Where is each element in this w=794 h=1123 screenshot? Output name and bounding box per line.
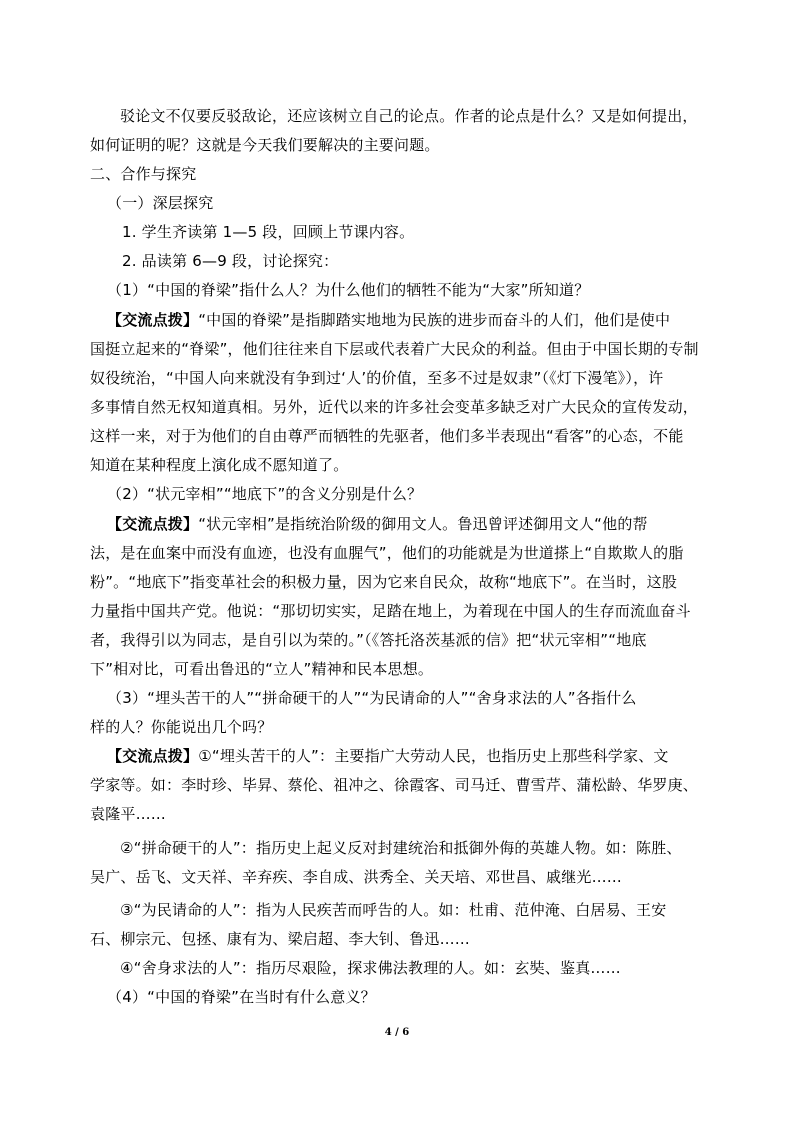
text: （一）深层探究: [107, 194, 214, 212]
question: [107, 987, 376, 1007]
question: [90, 717, 272, 737]
text: 1. 学生齐读第 1—5 段，回顾上节课内容。: [122, 223, 415, 241]
paragraph-line: [90, 804, 166, 824]
paragraph-line: [90, 455, 348, 475]
text: （3）“埋头苦干的人”“拼命硬干的人”“为民请命的人”“舍身求法的人”各指什么: [107, 689, 637, 707]
text: 二、合作与探究: [90, 165, 197, 183]
paragraph-line: [90, 397, 698, 417]
paragraph-line: [90, 867, 622, 887]
question: [107, 688, 637, 708]
page-number: 4 / 6: [384, 1027, 410, 1038]
question: [107, 484, 422, 504]
paragraph-line: [107, 310, 670, 330]
text: 奴役统治，“中国人向来就没有争到过‘人’的价值，至多不过是奴隶”（《灯下漫笔》），许: [90, 369, 664, 387]
text: “中国的脊梁”是指脚踏实地地为民族的进步而奋斗的人们，他们是使中: [198, 311, 671, 329]
text: 这样一来，对于为他们的自由尊严而牺牲的先驱者，他们多半表现出“看客”的心态，不能: [90, 427, 684, 445]
text: （2）“状元宰相”“地底下”的含义分别是什么？: [107, 485, 423, 503]
text: ①“埋头苦干的人”：主要指广大劳动人民，也指历史上那些科学家、文: [198, 747, 669, 765]
text: ③“为民请命的人”：指为人民疾苦而呼告的人。如：杜甫、范仲淹、白居易、王安: [120, 901, 667, 919]
text: 力量指中国共产党。他说：“那切切实实，足踏在地上，为着现在中国人的生存而流血奋斗: [90, 602, 691, 620]
exchange-tag: 【交流点拨】: [107, 311, 199, 329]
text: 袁隆平……: [90, 805, 167, 823]
text: （4）“中国的脊梁”在当时有什么意义？: [107, 988, 376, 1006]
section-heading: [90, 164, 196, 184]
paragraph-line: [120, 900, 666, 920]
text: 驳论文不仅要反驳敌论，还应该树立自己的论点。作者的论点是什么？又是如何提出，: [120, 107, 698, 125]
text: 吴广、岳飞、文天祥、辛弃疾、李自成、洪秀全、关天培、邓世昌、戚继光……: [90, 868, 623, 886]
paragraph-line: [90, 630, 647, 650]
exchange-tag: 【交流点拨】: [107, 747, 199, 765]
text: “状元宰相”是指统治阶级的御用文人。鲁迅曾评述御用文人“他的帮: [198, 515, 648, 533]
text: 2. 品读第 6—9 段，讨论探究：: [122, 252, 339, 270]
paragraph-line: [120, 958, 621, 978]
paragraph-line: [90, 601, 691, 621]
text: ④“舍身求法的人”：指历尽艰险，探求佛法教理的人。如：玄奘、鉴真……: [120, 959, 621, 977]
text: 下”相对比，可看出鲁迅的“立人”精神和民本思想。: [90, 660, 434, 678]
paragraph-line: [90, 572, 677, 592]
paragraph-line: [107, 746, 669, 766]
text: 者，我得引以为同志，是自引以为荣的。”（《答托洛茨基派的信》把“状元宰相”“地底: [90, 631, 647, 649]
text: （1）“中国的脊梁”指什么人？为什么他们的牺牲不能为“大家”所知道？: [107, 281, 590, 299]
exchange-tag: 【交流点拨】: [107, 515, 199, 533]
text: 如何证明的呢？这就是今天我们要解决的主要问题。: [90, 136, 440, 154]
paragraph-line: [90, 426, 684, 446]
text: 国挺立起来的“脊梁”，他们往往来自下层或代表着广大民众的利益。但由于中国长期的专制: [90, 340, 699, 358]
paragraph-line: [90, 543, 684, 563]
subsection-heading: [107, 193, 213, 213]
text: 学家等。如：李时珍、毕昇、蔡伦、祖冲之、徐霞客、司马迁、曹雪芹、蒲松龄、华罗庚、: [90, 776, 699, 794]
paragraph-line: [90, 929, 470, 949]
paragraph-line: [90, 775, 698, 795]
list-item: [122, 251, 338, 271]
text: 多事情自然无权知道真相。另外，近代以来的许多社会变革多缺乏对广大民众的宣传发动，: [90, 398, 699, 416]
paragraph-line: [120, 106, 698, 126]
paragraph-line: [90, 135, 440, 155]
text: 石、柳宗元、包拯、康有为、梁启超、李大钊、鲁迅……: [90, 930, 471, 948]
text: ②“拼命硬干的人”：指历史上起义反对封建统治和抵御外侮的英雄人物。如：陈胜、: [120, 839, 682, 857]
paragraph-line: [107, 514, 648, 534]
list-item: [122, 222, 414, 242]
question: [107, 280, 589, 300]
paragraph-line: [120, 838, 682, 858]
text: 粉”。“地底下”指变革社会的积极力量，因为它来自民众，故称“地底下”。在当时，这股: [90, 573, 678, 591]
paragraph-line: [90, 659, 433, 679]
paragraph-line: [90, 368, 663, 388]
text: 法，是在血案中而没有血迹，也没有血腥气”，他们的功能就是为世道搽上“自欺欺人的脂: [90, 544, 684, 562]
text: 样的人？你能说出几个吗？: [90, 718, 273, 736]
text: 知道在某种程度上演化成不愿知道了。: [90, 456, 349, 474]
paragraph-line: [90, 339, 699, 359]
